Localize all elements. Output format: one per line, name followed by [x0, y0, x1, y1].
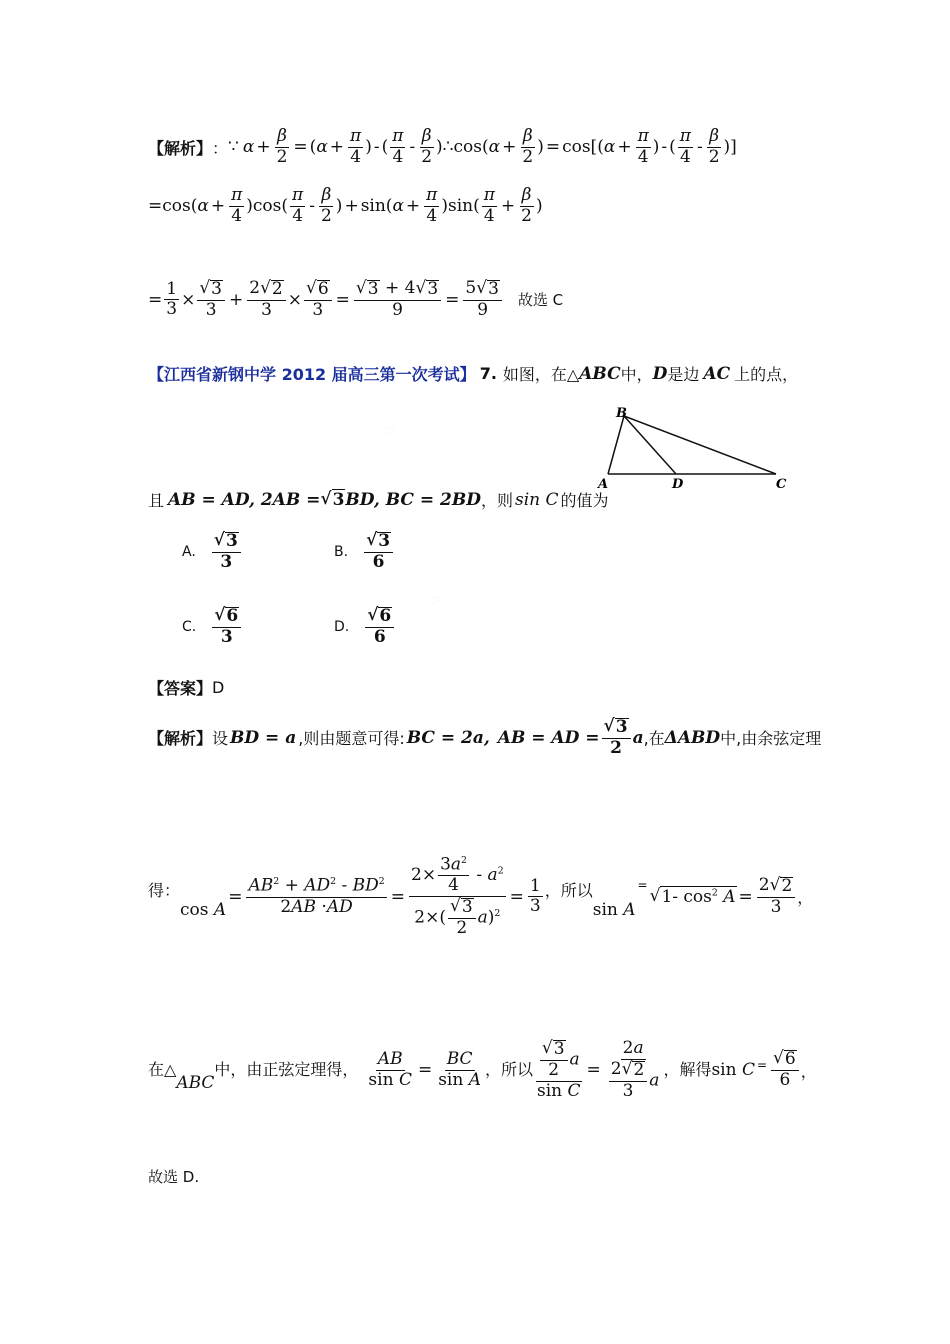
solution1-line1: 【解析】 ： ∵ α + $\frac{\beta}{2}$ = ( α + $\frac{\pi}{4}$ ) - ( $\frac{\pi}{4}$ - $\frac{\beta}{2}$ ) ∴ cos( α + $\frac{\beta}{2}$ ) = cos[( α + $\frac{\pi}{4}$ ) - ( $\frac{\pi}{4}$ - $\frac{\beta}{2}$ )] [148, 126, 737, 167]
option-numerator: 3 [225, 531, 238, 551]
answer-line [148, 676, 224, 699]
problem-source: 【江西省新钢中学 2012 届高三第一次考试】 [148, 365, 476, 384]
solution1-line3: = $\frac{1}{3}$ × √ 3 3 + 2 √ 2 3 × √ 6 3 = √ 3 + 4 √ 3 9 = 5 √ 3 9 故选 C [148, 278, 564, 320]
label-a: A [598, 477, 609, 490]
problem-text: 的值为 [560, 491, 609, 510]
solution-text: ， [797, 888, 814, 908]
label-b: B [616, 406, 627, 421]
watermark: ◌ [385, 425, 394, 436]
condition-part1: AB = AD, 2AB = [168, 489, 321, 510]
solution-tag: 【解析】 [148, 138, 213, 158]
colon: ： [212, 138, 229, 158]
solution-tag: 【解析】 [148, 729, 213, 749]
solution-text: ,则由题意可得: [298, 729, 405, 749]
final-choice: 故选 D. [148, 1168, 200, 1186]
option-denominator: 3 [220, 551, 233, 572]
triangle-abc: ABC [176, 1073, 215, 1094]
problem-text: ，则 [480, 491, 513, 510]
option-d[interactable]: D. √ 6 6 [334, 607, 396, 647]
problem-number: 7. [479, 364, 497, 383]
choose-c: 故选 C [517, 291, 564, 310]
solution-text: ，所以 [544, 881, 593, 900]
option-label: A. [182, 543, 196, 560]
solution1-line2: =cos( α + $\frac{\pi}{4}$ )cos( $\frac{\pi}{4}$ - $\frac{\beta}{2}$ ) + sin( α + $\frac{\pi}{4}$ )sin( $\frac{\pi}{4}$ + $\frac{\beta}{2}$ ) [148, 185, 543, 226]
option-label: B. [334, 543, 349, 560]
point-d: D [652, 363, 668, 384]
watermark: ◌ [430, 595, 439, 606]
solution-text: 中,由余弦定理 [720, 729, 822, 749]
solution-text: ，解得 [663, 1059, 712, 1079]
problem-text: 中， [620, 365, 653, 384]
label-c: C [776, 477, 787, 490]
option-label: D. [334, 618, 350, 635]
solution-text: 设 [212, 729, 229, 749]
option-denominator: 3 [220, 626, 233, 647]
solution-text: 得： [148, 881, 181, 900]
option-a[interactable]: A. √ 3 3 [182, 532, 243, 572]
solution-math: AB = AD = [497, 727, 600, 748]
solution-text: 中，由正弦定理得， [214, 1059, 359, 1079]
triangle-abc: ABC [579, 363, 621, 384]
option-numerator: 3 [378, 531, 391, 551]
solution-math: BD = a [230, 727, 297, 748]
side-ac: AC [703, 363, 731, 384]
option-c[interactable]: C. √ 6 3 [182, 607, 243, 647]
solution-text: 在△ [148, 1059, 177, 1079]
option-b[interactable]: B. √ 3 6 [334, 532, 395, 572]
answer-tag: 【答案】 [148, 679, 213, 698]
therefore-symbol: ∴ [442, 137, 454, 158]
option-denominator: 6 [373, 626, 386, 647]
solution-math: a [632, 727, 644, 748]
option-numerator: 6 [379, 606, 392, 626]
option-label: C. [182, 618, 197, 635]
sin-c: sin C [515, 489, 559, 510]
problem-text: 且 [148, 491, 165, 510]
solution-math: BC = 2a, [406, 727, 490, 748]
problem-text: 是边 [667, 365, 700, 384]
solution-text: ，所以 [485, 1059, 534, 1079]
solution2-line1: 【解析】 设 BD = a ,则由题意可得: BC = 2a, AB = AD = √ 3 2 a ,在 ΔABD 中,由余弦定理 [148, 716, 822, 758]
option-denominator: 6 [372, 551, 385, 572]
label-d: D [672, 477, 684, 490]
triangle-figure [596, 404, 792, 490]
problem-text: 如图，在△ [502, 365, 580, 384]
because-symbol: ∵ [228, 137, 239, 158]
condition-part2: BD, BC = 2BD [345, 489, 481, 510]
solution-math: ΔABD [664, 727, 721, 748]
problem-statement-line2: 且 AB = AD, 2AB = √ 3 BD, BC = 2BD ，则 sin C 的值为 [148, 489, 609, 510]
problem-statement-line1 [148, 362, 798, 385]
solution2-cosine-line: 得： cos A = $\frac{AB^2 + AD^2 - BD^2}{2AB \cdot AD}$ = 2× $\frac{3a^2}{4}$ - $a^2$ 2×( √ 3 2 a)$^2$ = $\frac{1}{3}$ ，所以 sin A = √ 1- $\cos^2 A$ = 2 √ 2 3 ， [148, 854, 814, 939]
solution2-sine-line: 在△ ABC 中，由正弦定理得， $\frac{AB}{\text{sin C}}$ = $\frac{BC}{\text{sin A}}$ ，所以 √ 3 2 a sin C = 2a 2 √ 2 3 a ，解得 sin C = √ 6 6 ， [148, 1038, 817, 1101]
option-numerator: 6 [226, 606, 239, 626]
solution-text: ,在 [643, 729, 665, 749]
problem-text: 上的点， [734, 365, 799, 384]
solution-text: ， [800, 1061, 817, 1081]
answer-value: D [212, 678, 225, 697]
